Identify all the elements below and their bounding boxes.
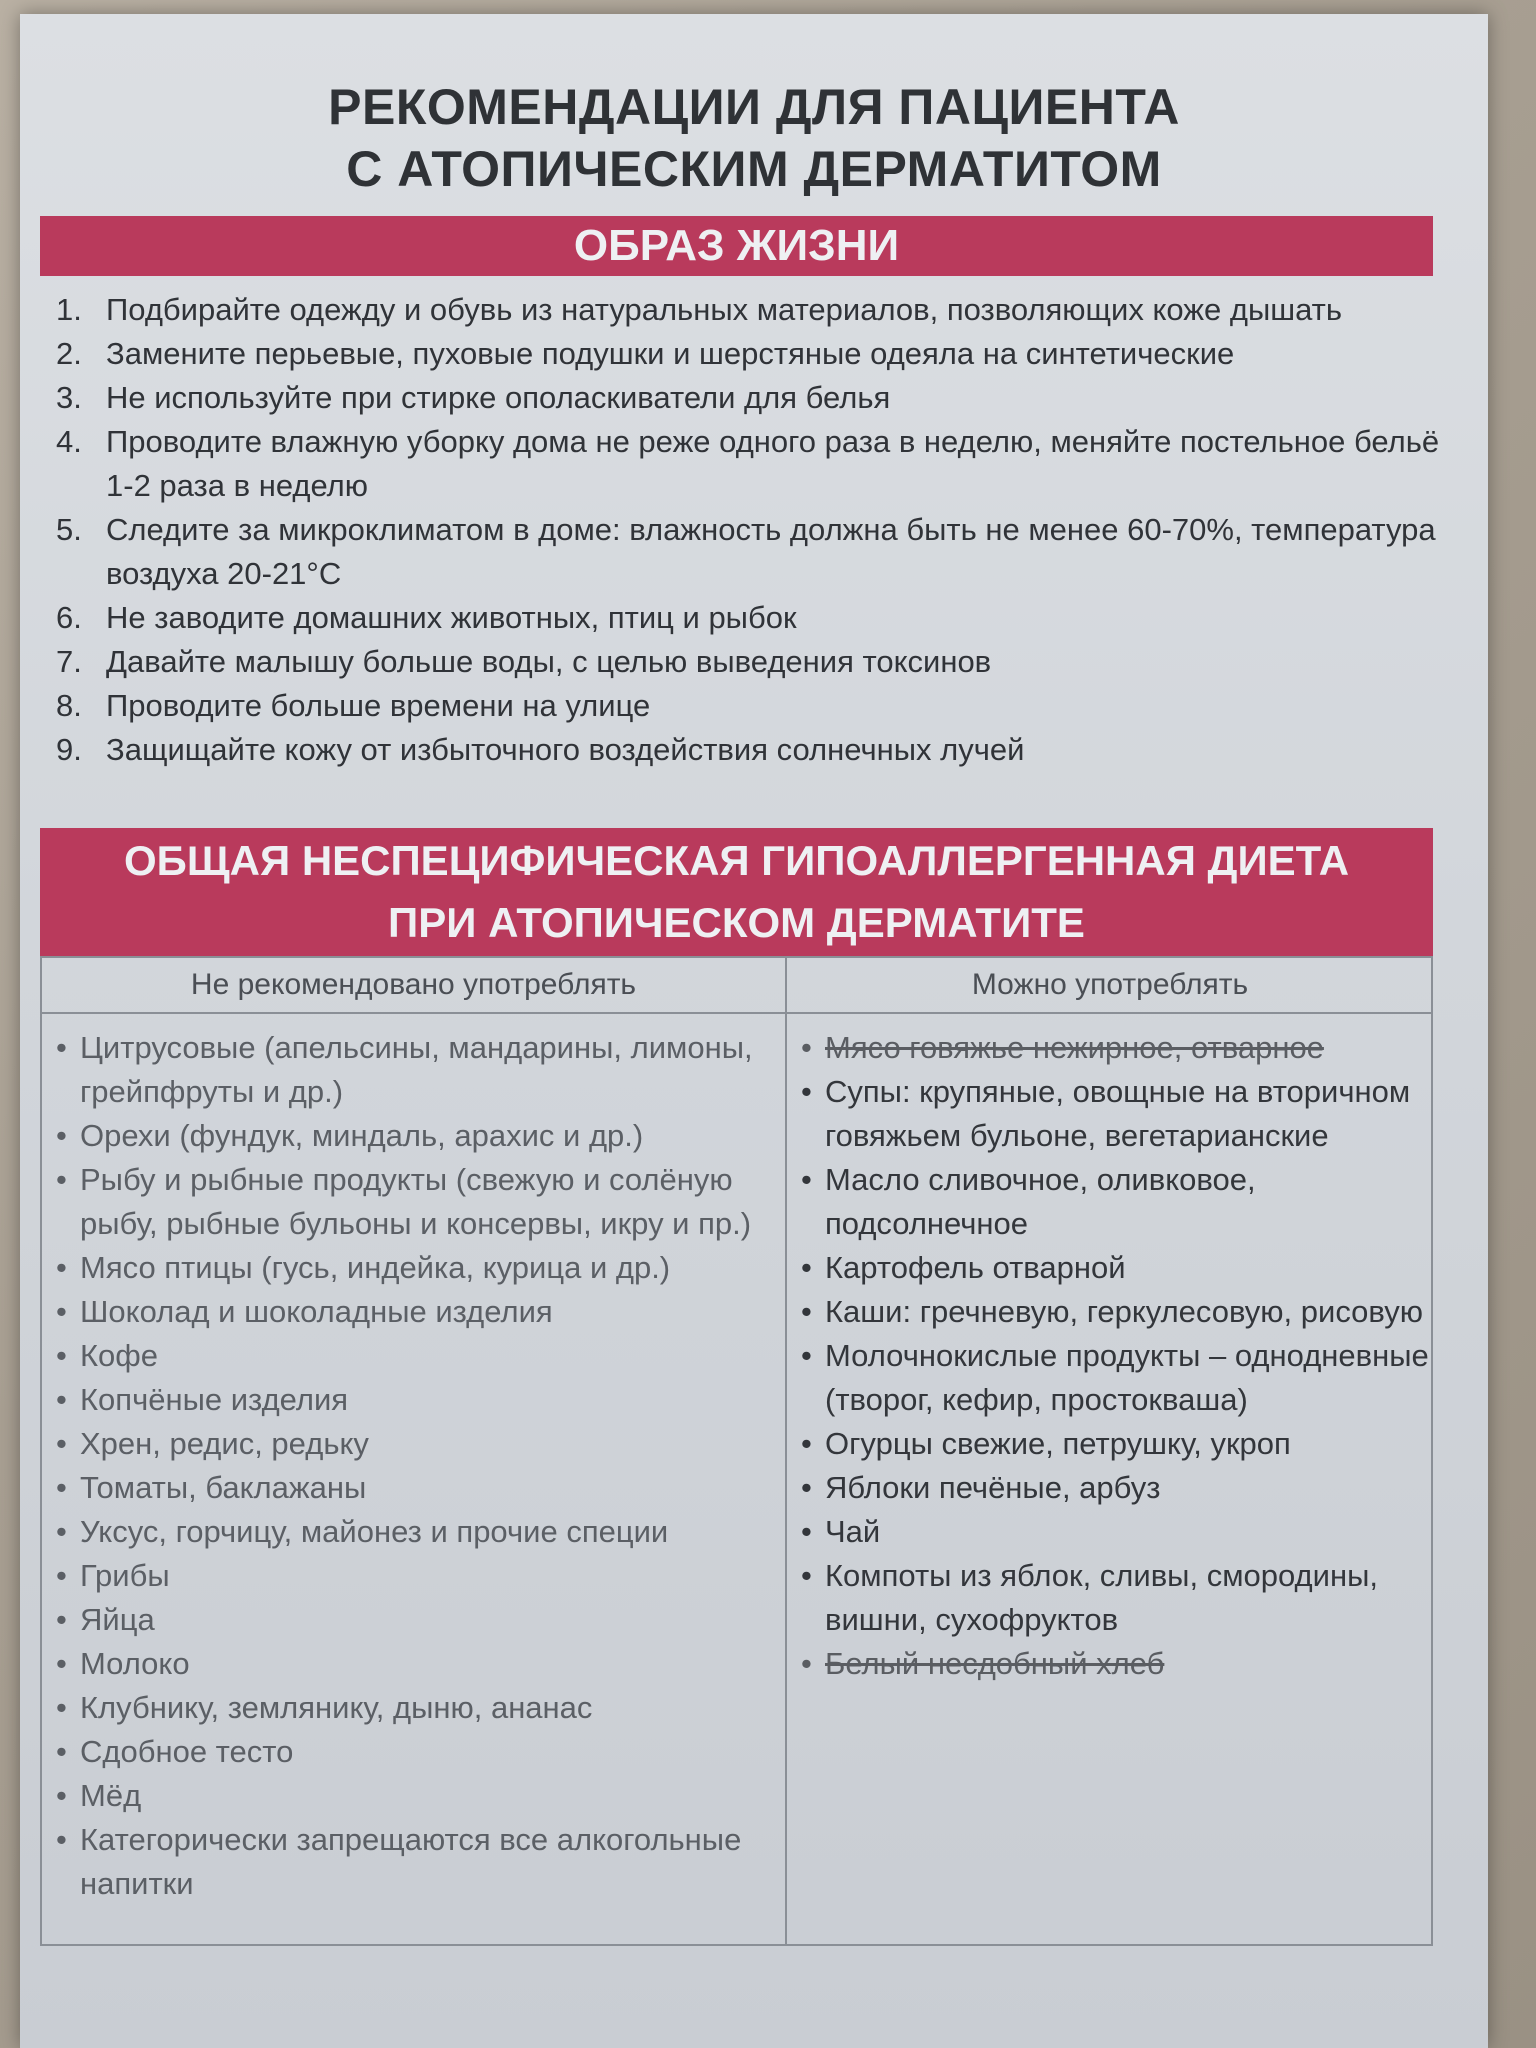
column-header-allowed: Можно употреблять <box>971 968 1249 1001</box>
item-number: 3. <box>56 380 82 415</box>
allowed-item: • Огурцы свежие, петрушку, укроп <box>799 1422 1429 1466</box>
item-number: 5. <box>56 512 82 547</box>
page-title <box>20 76 1488 200</box>
not-recommended-item: • Цитрусовые (апельсины, мандарины, лимоны, грейпфруты и др.) <box>54 1026 779 1114</box>
title-line-1: РЕКОМЕНДАЦИИ ДЛЯ ПАЦИЕНТА <box>328 79 1180 135</box>
allowed-item: • Яблоки печёные, арбуз <box>799 1466 1429 1510</box>
lifestyle-item <box>40 420 1440 508</box>
item-text: Давайте малышу больше воды, с целью выведения токсинов <box>106 644 992 679</box>
leaflet <box>20 14 1488 2048</box>
lifestyle-item <box>40 376 1440 420</box>
lifestyle-item <box>40 684 1440 728</box>
item-number: 7. <box>56 644 82 679</box>
allowed-item: • Масло сливочное, оливковое, подсолнечное <box>799 1158 1429 1246</box>
item-text: Подбирайте одежду и обувь из натуральных материалов, позволяющих коже дышать <box>106 292 1343 327</box>
not-recommended-item: • Мёд <box>54 1774 779 1818</box>
allowed-item: • Каши: гречневую, геркулесовую, рисовую <box>799 1290 1429 1334</box>
item-number: 2. <box>56 336 82 371</box>
column-divider <box>785 958 787 1944</box>
diet-heading <box>40 828 1433 956</box>
title-line-2: С АТОПИЧЕСКИМ ДЕРМАТИТОМ <box>346 141 1162 197</box>
lifestyle-heading: ОБРАЗ ЖИЗНИ <box>40 216 1433 276</box>
item-text: Следите за микроклиматом в доме: влажность должна быть не менее 60-70%, температура воздуха 20-21°С <box>106 512 1436 591</box>
allowed-item: • Мясо говяжье нежирное, отварное <box>799 1026 1429 1070</box>
allowed-item: • Картофель отварной <box>799 1246 1429 1290</box>
allowed-item: • Супы: крупяные, овощные на вторичном говяжьем бульоне, вегетарианские <box>799 1070 1429 1158</box>
diet-heading-line-1: ОБЩАЯ НЕСПЕЦИФИЧЕСКАЯ ГИПОАЛЛЕРГЕННАЯ ДИЕТА <box>123 837 1350 884</box>
allowed-item: • Чай <box>799 1510 1429 1554</box>
not-recommended-list <box>54 1026 779 1906</box>
item-text: Не используйте при стирке ополаскиватели для белья <box>106 380 891 415</box>
column-header-not-recommended: Не рекомендовано употреблять <box>190 968 637 1001</box>
not-recommended-item: • Шоколад и шоколадные изделия <box>54 1290 779 1334</box>
lifestyle-item <box>40 508 1440 596</box>
diet-table <box>40 956 1433 1946</box>
lifestyle-list <box>40 288 1440 772</box>
item-number: 9. <box>56 732 82 767</box>
allowed-item: • Компоты из яблок, сливы, смородины, вишни, сухофруктов <box>799 1554 1429 1642</box>
allowed-list <box>799 1026 1429 1686</box>
not-recommended-item: • Категорически запрещаются все алкогольные напитки <box>54 1818 779 1906</box>
item-text: Защищайте кожу от избыточного воздействия солнечных лучей <box>106 732 1025 767</box>
not-recommended-item: • Мясо птицы (гусь, индейка, курица и др.) <box>54 1246 779 1290</box>
not-recommended-item: • Кофе <box>54 1334 779 1378</box>
not-recommended-item: • Рыбу и рыбные продукты (свежую и солёную рыбу, рыбные бульоны и консервы, икру и пр.) <box>54 1158 779 1246</box>
lifestyle-item <box>40 288 1440 332</box>
diet-table-header <box>42 958 1431 1014</box>
item-text: Проводите больше времени на улице <box>106 688 651 723</box>
item-text: Проводите влажную уборку дома не реже одного раза в неделю, меняйте постельное бельё 1-2 раза в неделю <box>106 424 1440 503</box>
not-recommended-item: • Молоко <box>54 1642 779 1686</box>
item-number: 4. <box>56 424 82 459</box>
item-number: 8. <box>56 688 82 723</box>
not-recommended-item: • Хрен, редис, редьку <box>54 1422 779 1466</box>
item-number: 1. <box>56 292 82 327</box>
not-recommended-item: • Томаты, баклажаны <box>54 1466 779 1510</box>
not-recommended-item: • Яйца <box>54 1598 779 1642</box>
lifestyle-item <box>40 640 1440 684</box>
not-recommended-item: • Копчёные изделия <box>54 1378 779 1422</box>
lifestyle-item <box>40 596 1440 640</box>
item-number: 6. <box>56 600 82 635</box>
not-recommended-item: • Сдобное тесто <box>54 1730 779 1774</box>
not-recommended-item: • Орехи (фундук, миндаль, арахис и др.) <box>54 1114 779 1158</box>
not-recommended-item: • Уксус, горчицу, майонез и прочие специи <box>54 1510 779 1554</box>
allowed-item: • Белый несдобный хлеб <box>799 1642 1429 1686</box>
allowed-item: • Молочнокислые продукты – однодневные (творог, кефир, простокваша) <box>799 1334 1429 1422</box>
not-recommended-item: • Клубнику, землянику, дыню, ананас <box>54 1686 779 1730</box>
lifestyle-item <box>40 332 1440 376</box>
item-text: Не заводите домашних животных, птиц и рыбок <box>106 600 797 635</box>
diet-heading-line-2: ПРИ АТОПИЧЕСКОМ ДЕРМАТИТЕ <box>388 899 1085 946</box>
lifestyle-item <box>40 728 1440 772</box>
item-text: Замените перьевые, пуховые подушки и шерстяные одеяла на синтетические <box>106 336 1235 371</box>
not-recommended-item: • Грибы <box>54 1554 779 1598</box>
